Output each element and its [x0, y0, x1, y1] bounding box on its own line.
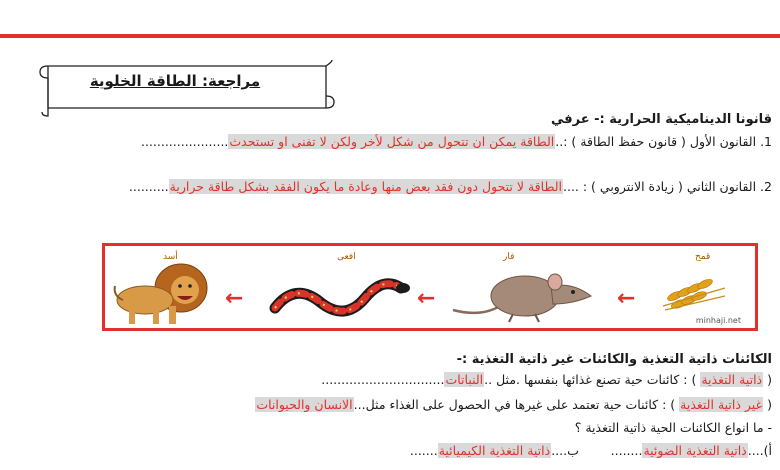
wheat-label: قمح — [695, 252, 711, 262]
auto-dots: ............................... — [321, 372, 445, 387]
law1-dots: ...................... — [140, 134, 229, 149]
auto-term: ذاتية التغذية — [701, 372, 763, 387]
answers-line — [410, 443, 772, 458]
hetero-text: ) : كائنات حية تعتمد على غيرها في الحصول على الغذاء مثل... — [353, 397, 676, 412]
law2-line — [129, 179, 772, 194]
watermark: minhaji.net — [695, 316, 741, 325]
food-chain-image — [102, 243, 758, 331]
answer-a-value: ذاتية التغذية الضوئية — [643, 443, 747, 458]
arrow-left-icon: ← — [617, 286, 636, 311]
law2-answer: الطاقة لا تتحول دون فقد بعض منها وعادة ما يكون الفقد بشكل طاقة حرارية — [169, 179, 562, 194]
mouse-label: فار — [503, 252, 515, 262]
law2-label: 2. القانون الثاني ( زيادة الانتروبي ) : .... — [563, 179, 772, 194]
banner-title: مراجعة: الطاقة الخلوية — [89, 72, 261, 90]
answer-a-prefix: أ).... — [747, 443, 772, 458]
thermo-heading: قانونا الديناميكية الحرارية :- عرفي — [550, 112, 772, 127]
arrow-left-icon: ← — [417, 286, 436, 311]
hetero-line — [255, 397, 772, 412]
law1-line — [141, 134, 772, 149]
arrow-left-icon: ← — [225, 286, 244, 311]
snake-label: افعى — [337, 252, 356, 262]
answer-b-value: ذاتية التغذية الكيميائية — [438, 443, 551, 458]
law1-label: 1. القانون الأول ( قانون حفظ الطاقة ) :.. — [555, 134, 772, 149]
lion-icon — [109, 260, 219, 328]
hetero-open-paren: ( — [767, 397, 772, 412]
hetero-term: غير ذاتية التغذية — [680, 397, 763, 412]
lion-label: أسد — [163, 252, 178, 262]
auto-line — [321, 372, 772, 387]
law2-dots: .......... — [128, 179, 169, 194]
top-divider-line — [0, 34, 780, 38]
auto-example: النباتات — [445, 372, 484, 387]
answer-b-dots: ....... — [409, 443, 438, 458]
answer-b-prefix: ب.... — [551, 443, 579, 458]
answer-a-dots: ........ — [610, 443, 643, 458]
mouse-icon — [443, 260, 603, 326]
nutrition-heading: الكائنات ذاتية التغذية والكائنات غير ذاتية التغذية :- — [456, 352, 772, 367]
hetero-example: الانسان والحيوانات — [256, 397, 353, 412]
auto-open-paren: ( — [767, 372, 772, 387]
snake-icon — [265, 262, 415, 328]
auto-text: ) : كائنات حية تصنع غذائها بنفسها .مثل .. — [484, 372, 697, 387]
question-line: - ما انواع الكائنات الحية ذاتية التغذية ؟ — [574, 420, 772, 435]
law1-answer: الطاقة يمكن ان تتحول من شكل لأخر ولكن لا تفنى او تستحدث — [229, 134, 555, 149]
wheat-icon — [653, 266, 733, 316]
